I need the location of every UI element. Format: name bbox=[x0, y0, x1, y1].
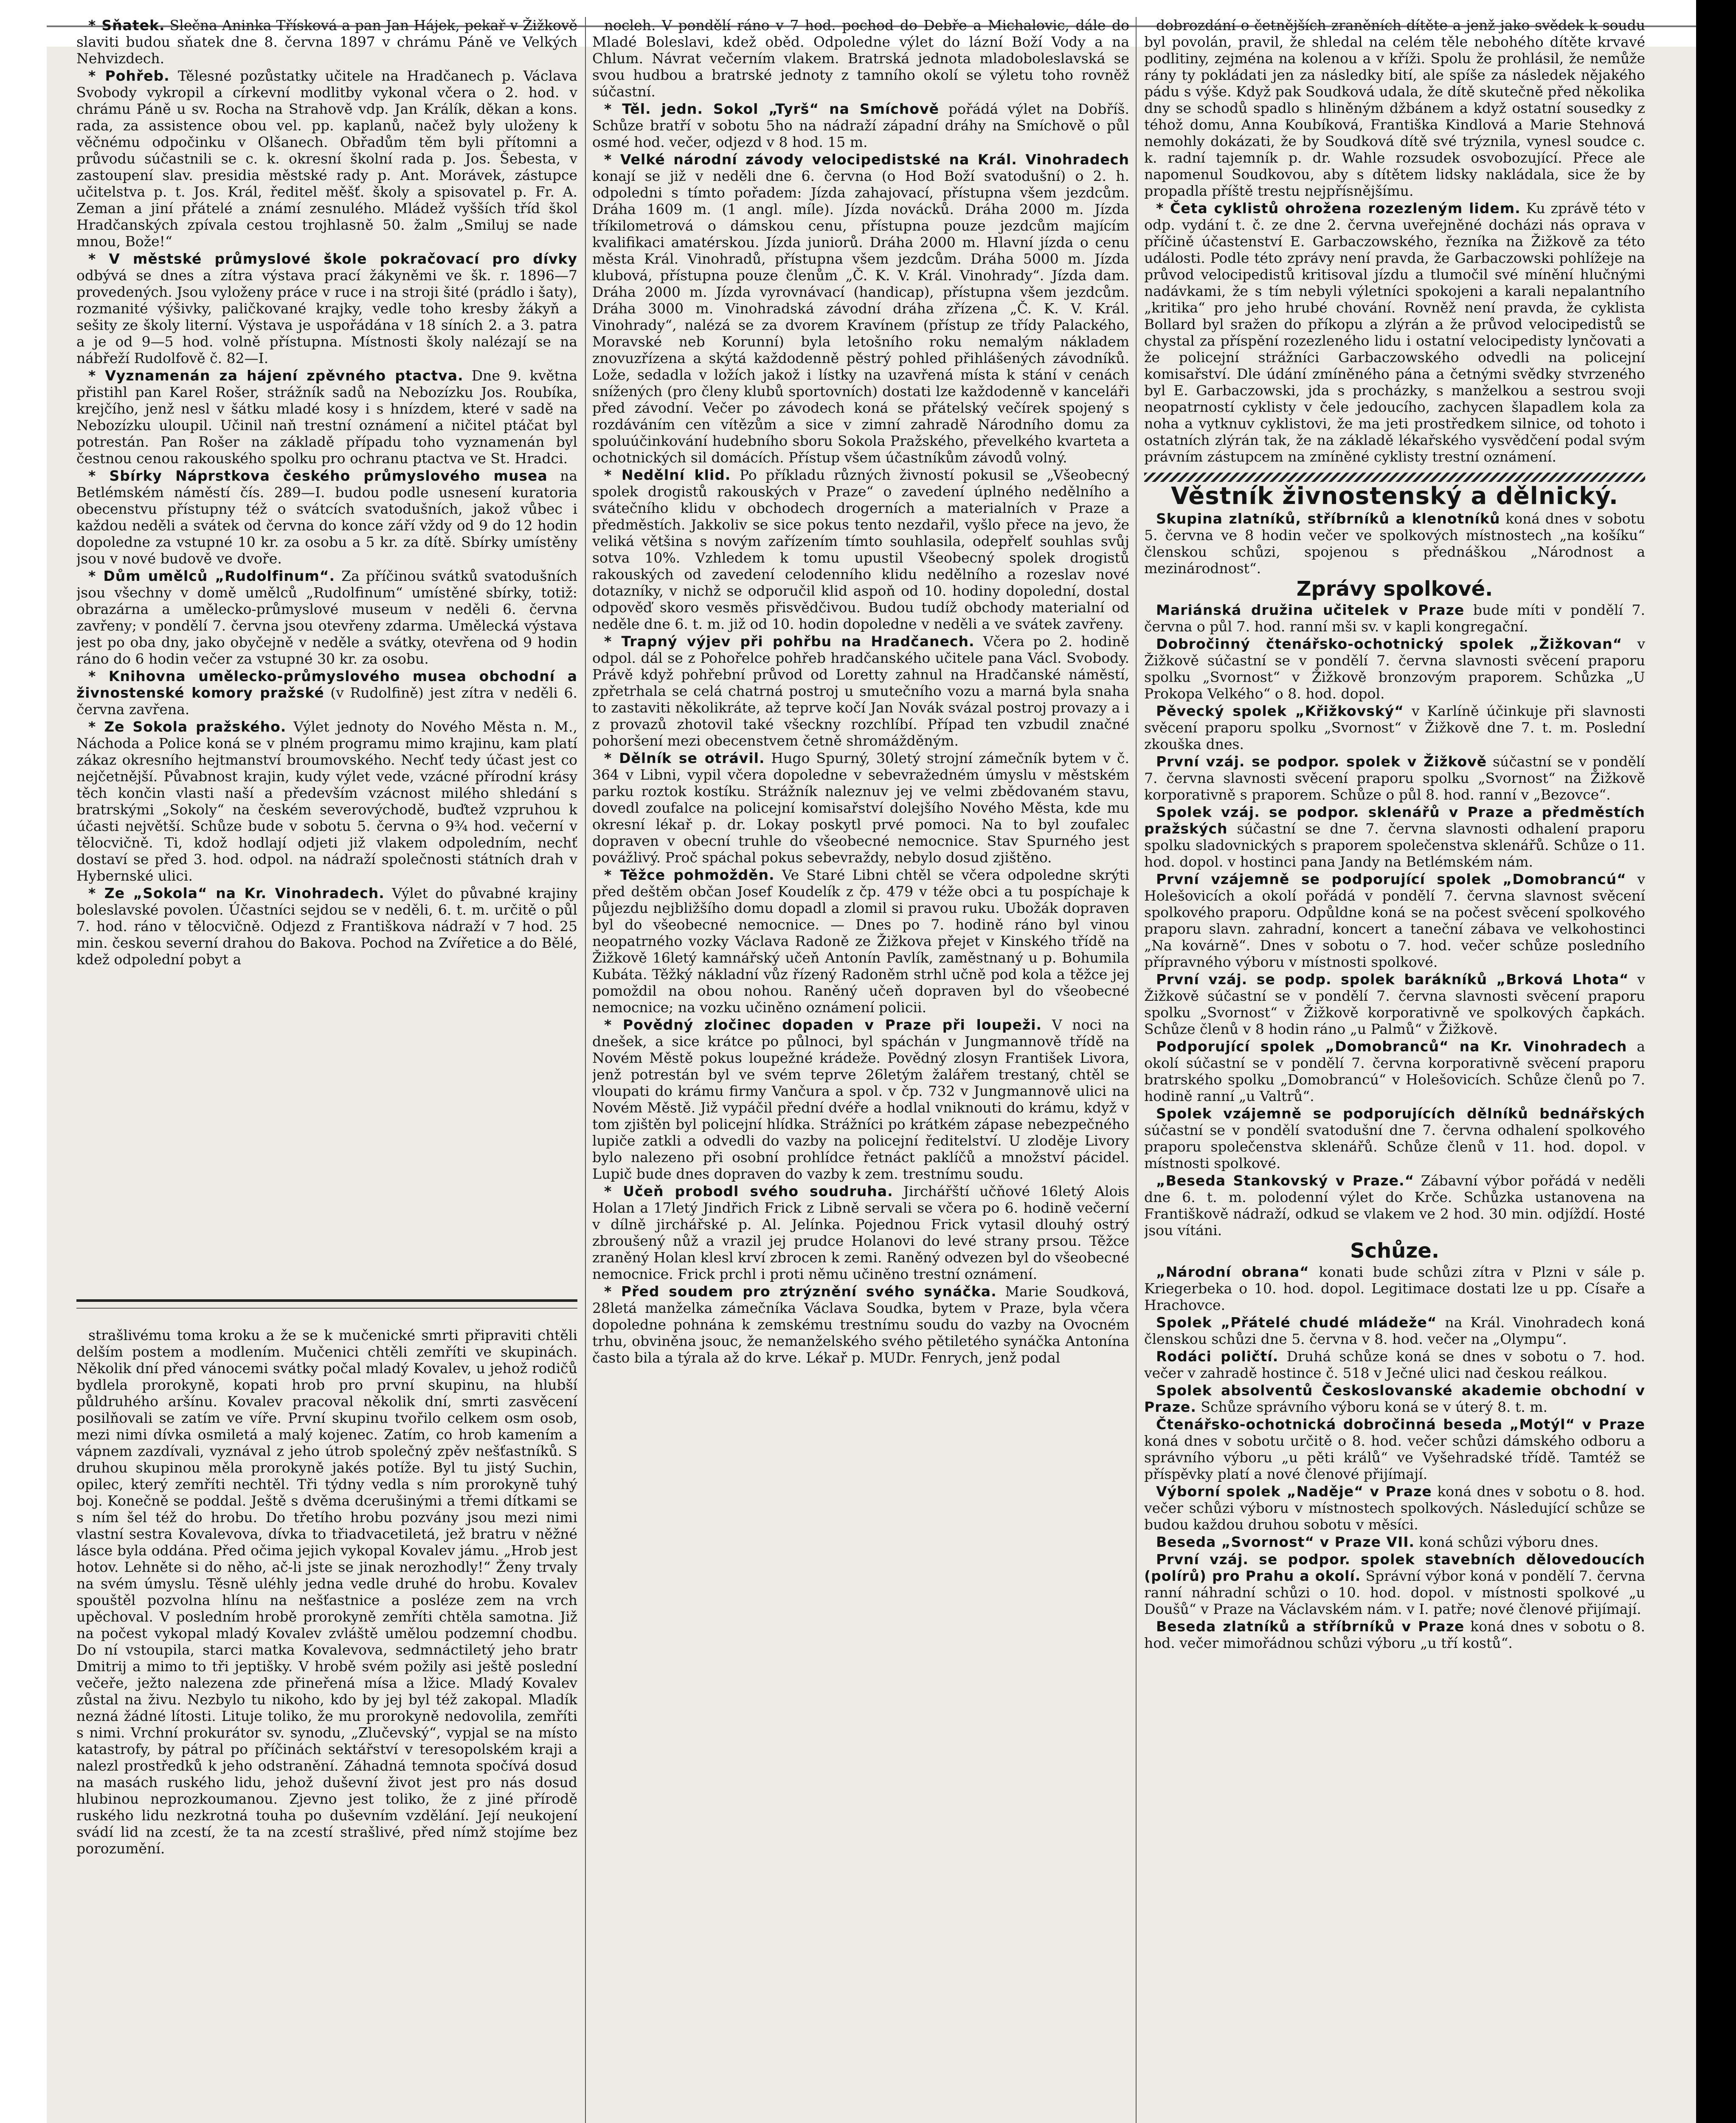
news-item-headline: „Beseda Stankovský v Praze.“ bbox=[1156, 1172, 1415, 1189]
news-item-headline: Beseda „Svornost“ v Praze VII. bbox=[1156, 1534, 1415, 1550]
news-item-body: Schůze správního výboru koná se v úterý 8. t. m. bbox=[1201, 1399, 1548, 1415]
section-ornament bbox=[1144, 473, 1645, 482]
news-item bbox=[1144, 703, 1645, 752]
news-item bbox=[76, 367, 577, 467]
news-item-body: súčastní se v pondělí svatodušní dne 7. června odhalení spolkového praporu společenstva sklenářů. Schůze členů v 11. hod. dopol. v místnosti spolkové. bbox=[1144, 1122, 1645, 1171]
news-item-body: V noci na dnešek, a sice krátce po půlnoci, byl spáchán v Jungmannově třídě na Novém Městě pokus loupežné krádeže. Povědný zlosyn František Livora, jenž potrestán byl ve svém teprve 26letým žalářem trestaný, chtěl se vloupati do krámu firmy Vančura a spol. v čp. 732 v Jungmannově ulici na Novém Městě. Již vypáčil přední dvéře a hodlal vniknouti do krámu, když v tom zjištěn byl policejní hlídka. Strážníci po krátkém zápase nebezpečného lupiče zatkli a odvedli do vazby na policejní ředitelství. U zloděje Livory bylo nalezeno při osobní prohlídce řetnáct paklíčů a množství pácidel. Lupič bude dnes dopraven do vazby k zem. trestnímu soudu. bbox=[592, 1016, 1129, 1182]
news-item-body: na Betlémském náměstí čís. 289—I. budou podle usnesení kuratoria obecenstvu přístupny též o svátcích svatodušních, jakož vůbec i každou neděli a svátek od června do konce září vždy od 9 do 12 hodin dopoledne za vstupné 10 kr. za osobu a 5 kr. za dítě. Sbírky umístěny jsou v nové budově ve dvoře. bbox=[76, 467, 577, 567]
news-item-headline: * Těl. jedn. Sokol „Tyrš“ na Smíchově bbox=[604, 101, 939, 117]
news-item bbox=[592, 750, 1129, 866]
news-item-headline: Podporující spolek „Domobranců“ na Kr. Vinohradech bbox=[1156, 1038, 1627, 1055]
news-item-body: Výlet jednoty do Nového Města n. M., Náchoda a Police koná se v plném programu mimo krajinu, kam platí zákaz okresního hejtmanství broumovského. Nechť tedy účast jest co nejčetnější. Půvabnost krajin, kudy výlet vede, vzácné přírodní krásy těch končin vlasti naší a především vzácnost milého shledání s bratrskými „Sokoly“ na českém severovýchodě, buďtež vzpruhou k účasti největší. Schůze bude v sobotu 5. června o 9¾ hod. večerní v tělocvičně. Ti, kdož hodlají odjeti již vlakem odpoledním, nechť dostaví se před 3. hod. odpol. na nádraží společnosti státních drah v Hybernské ulici. bbox=[76, 718, 577, 884]
news-item-body: Po příkladu různých živností pokusil se „Všeobecný spolek drogistů rakouských v Praze“ o zavedení úplného nedělního a svátečního klidu v obchodech drogerních a materialních v Praze a předměstích. Jakkoliv se sice pokus tento nezdařil, vyšlo přece na jevo, že veliká většina s novým zařízením tímto souhlasila, odepřelť souhlas svůj sotva 10%. Vzhledem k tomu upustil Všeobecný spolek drogistů rakouských od zavedení celodenního klidu nedělního a rozeslav nové dotazníky, v nichž se odporučil klid aspoň od 10. hodiny dopolední, dostal odpověď skoro vesměs přisvědčivou. Budou tudíž obchody materialní od neděle dne 6. t. m. již od 10. hodin dopoledne v neděli a ve svátek zavřeny. bbox=[592, 467, 1129, 632]
news-item bbox=[1144, 1172, 1645, 1239]
news-item bbox=[1144, 1618, 1645, 1651]
news-item-headline: Dobročinný čtenářsko-ochotnický spolek „Žižkovan“ bbox=[1156, 636, 1623, 652]
news-item-body: v Žižkově súčastní se v pondělí 7. června slavnosti svěcení praporu spolku „Svornost“ v Žižkově korporativně ve spolkových čapkách. Schůze členů v 8 hodin ráno „u Palmů“ v Žižkově. bbox=[1144, 971, 1645, 1037]
news-item-body: Za příčinou svátků svatodušních jsou všechny v domě umělců „Rudolfinum“ umístěné sbírky, totiž: obrazárna a umělecko-průmyslové museum v neděli 6. června zavřeny; v pondělí 7. června jsou otevřeny zdarma. Umělecká výstava jest po oba dny, jako obyčejně v neděle a svátky, otevřena od 9 hodin ráno do 6 hodin večer za vstupné 30 kr. za osobu. bbox=[76, 568, 577, 667]
news-item-headline: První vzáj. se podpor. spolek stavebních dělovedoucích (polírů) pro Prahu a okolí. bbox=[1144, 1551, 1645, 1584]
news-item bbox=[592, 467, 1129, 632]
news-item-headline: * Sbírky Náprstkova českého průmyslového musea bbox=[88, 467, 548, 484]
news-item-body: odbývá se dnes a zítra výstava prací žákyněmi ve šk. r. 1896—7 provedených. Jsou vyloženy práce v ruce i na stroji šité (prádlo i šaty), rozmanité výšivky, paličkované krajky, vedle toho kresby žákyň a sešity ze školy literní. Výstava je uspořádána v 18 síních 2. a 3. patra a je od 9—5 hod. volně přístupna. Místnosti školy nalézají se na nábřeží Rudolfově č. 82—I. bbox=[76, 267, 577, 366]
news-item-headline: * Trapný výjev při pohřbu na Hradčanech. bbox=[604, 633, 975, 650]
news-item-body: strašlivému toma kroku a že se k mučenické smrti připraviti chtěli delším postem a modlením. Mučenici chtěli zemříti ve skupinách. Několik dní před vánocemi svátky počal mladý Kovalev, u jehož rodičů bydlela prorokyně, kopati hrob pro první skupinu, na hlubší půldruhého aršínu. Kovalev pracoval několik dní, smrti zasvěcení posilňovali se zatím ve víře. První skupinu tvořilo celkem osm osob, mezi nimi dívka osmiletá a malý kojenec. Zatím, co hrob kamením a vápnem zazdívali, vyznával z jeho útrob společný zpěv nešťastníků. S druhou skupinou měla prorokyně jakés potíže. Byl tu jistý Suchin, opilec, který zemříti nechtěl. Tři týdny vedla s ním prorokyně tuhý boj. Konečně se poddal. Ještě s dvěma dcerušinými a třemi dítkami se s ním šel též do hrobu. Do třetího hrobu pozvány jsou mezi nimi vlastní sestra Kovalevova, dívka to třiadvacetiletá, jež bratru v něžné lásce byla oddána. Před očima jejich vykopal Kovalev jámu. „Hrob jest hotov. Lehněte si do něho, ač-li jste se jinak nerozhodly!“ Ženy trvaly na svém úmyslu. Těsně uléhly jedna vedle druhé do hrobu. Kovalev spouštěl pozvolna hlínu na nešťastnice a posléze zem na vrch upěchoval. V posledním hrobě prorokyně zemříti chtěla samotna. Již na počest vykopal mladý Kovalev zvláště umělou podzemní chodbu. Do ní vstoupila, starci matka Kovalevova, sedmnáctiletý jeho bratr Dmitrij a mimo to tři jeptišky. V hrobě svém požily asi ještě poslední večeře, ježto nalezena zde přineřená mísa a lžice. Mladý Kovalev zůstal na živu. Nezbylo tu nikoho, kdo by jej byl též zakopal. Mladík nezná žádné lítosti. Lituje toliko, že mu prorokyně nedovolila, zemříti s nimi. Vrchní prokurátor sv. synodu, „Zlučevský“, vypjal se na místo katastrofy, by pátral po příčinách sektářství v teresopolském kraji a nalezl prostředků k jeho odstranění. Záhadná temnota spočívá dosud na masách ruského lidu, jehož duševní život jest pro nás dosud hlubinou neprozkoumanou. Zjevno jest toliko, že z jiné přírodě ruského lidu nezkrotná touha po duševním vzdělání. Její neukojení svádí lid na zcestí, že ta na zcestí strašlivé, před nímž stojíme bez porozumění. bbox=[76, 1327, 577, 1857]
news-item bbox=[76, 568, 577, 667]
news-item-headline: Spolek „Přátelé chudé mládeže“ bbox=[1156, 1314, 1437, 1331]
news-item-body: koná schůzi výboru dnes. bbox=[1419, 1534, 1599, 1550]
news-item bbox=[592, 17, 1129, 100]
news-item bbox=[1144, 1382, 1645, 1415]
news-item bbox=[592, 151, 1129, 466]
news-item bbox=[1144, 1264, 1645, 1313]
news-item bbox=[1144, 804, 1645, 870]
news-item-body: Správní výbor koná v pondělí 7. června ranní náhradní schůzi o 10. hod. dopol. v místnosti spolkové „u Doušů“ v Praze na Václavském nám. v I. patře; nové členové přijímají. bbox=[1144, 1568, 1645, 1617]
news-item bbox=[1144, 17, 1645, 199]
news-item-body: konati bude schůzi zítra v Plzni v sále p. Kriegerbeka o 10. hod. dopol. Legitimace dostati lze u pp. Císaře a Hrachovce. bbox=[1144, 1264, 1645, 1313]
news-item bbox=[76, 68, 577, 250]
news-item bbox=[1144, 1534, 1645, 1550]
news-item-body: nocleh. V pondělí ráno v 7 hod. pochod do Debře a Michalovic, dále do Mladé Boleslavi, kdež oběd. Odpoledne výlet do lázní Boží Vody a na Chlum. Návrat večerním vlakem. Bratrská jednota mladoboleslavská se svou hudbou a bratrské jednoty z tamního okolí se výletu toho rovněž súčastní. bbox=[592, 17, 1129, 100]
column-3 bbox=[1144, 17, 1645, 2123]
news-item-body: dobrozdání o četnějších zraněních dítěte a jenž jako svědek k soudu byl povolán, pravil, že shledal na celém těle nebohého dítěte krvavé podlitiny, zejména na kolenou a v kříži. Spolu že prohlásil, že nemůže rány ty pokládati jen za následky bití, ale spíše za následek nějakého pádu s výše. Když pak Soudková udala, že dítě skutečně před několika dny se schodů spadlo s hliněným džbánem a když ostatní sousedky z téhož domu, Anna Koubíková, Františka Kindlová a Marie Stehnová nemohly dokázati, že by Soudková dítě své trýznila, vynesl soudce c. k. radní tajemník p. dr. Wahle rozsudek osvobozující. Přece ale napomenul Soudkovou, aby s dítětem lidsky nakládala, sice že by propadla příště trestu nejpřísnějšímu. bbox=[1144, 17, 1645, 199]
news-item bbox=[76, 467, 577, 567]
news-item-body: Včera po 2. hodině odpol. dál se z Pohořelce pohřeb hradčanského učitele pana Václ. Svobody. Právě když pohřební průvod od Loretty zahnul na Hradčanské náměstí, zpřetrhala se celá chatrná postroj u smutečního vozu a marná byla snaha to zastaviti několikráte, až teprve kočí Jan Novák svázal postroj provazy a i z provazů zhotovil také všeckny rozchlíbí. Případ ten vzbudil značné pohoršení mezi obecenstvem četně shromážděným. bbox=[592, 633, 1129, 749]
news-item-body: súčastní se dne 7. června slavnosti odhalení praporu spolku sladovnických s praporem společenstva sklenářů. Schůze o 11. hod. dopol. v hostinci pana Jandy na Betlémském nám. bbox=[1144, 820, 1645, 870]
news-item-headline: * Učeň probodl svého soudruha. bbox=[604, 1183, 893, 1199]
news-item-body: Ku zprávě této v odp. vydání t. č. ze dne 2. června uveřejněné docházi nás oprava v příčině účastenství E. Garbaczowského, řezníka na Žižkově za této události. Podle této zprávy není pravda, že Garbaczowski pohlížeje na průvod velocipedistů kritisoval jízdu a tlumočil své mínění hlučnými nadávkami, že s tím nebyli výletníci spokojeni a karali nepalantního „kritika“ pro jeho hrubé chování. Rovněž není pravda, že cyklista Bollard byl sražen do příkopu a zlýrán a že průvod velocipedistů se chystal za příspění rozezleného lidu i ostatní velocipedisty lynčovati a že policejní strážníci Garbaczowského odvedli na policejní komisařství. Dle údání zmíněného pána a četnými svědky stvrzeného byl E. Garbaczowski, jda s procházky, s manželkou a sestrou svoji neopatrností cyklisty v čele jedoucího, zachycen šlapadlem kola za noha a vytknuv cyklistovi, že ma jeti prostředkem silnice, od tohoto i ostatních zlýrán tak, že na základě lékařského vysvědčení podal svým právním zástupcem na zmíněné cyklisty trestní oznámení. bbox=[1144, 200, 1645, 465]
news-item-body: Hugo Spurný, 30letý strojní zámečník bytem v č. 364 v Libni, vypil včera dopoledne v sebevražedném úmyslu v městském parku roztok kostíku. Strážník naleznuv jej ve velmi zbědovaném stavu, dovedl zoufalce na policejní komisařství dolejšího Nového Města, kde mu okresní lékař p. dr. Lokay poskytl prvé pomoci. Na to byl zoufalec dopraven v obecní truhle do všeobecné nemocnice. Stav Spurného jest povážlivý. Proč spáchal pokus sebevraždy, nebylo dosud zjištěno. bbox=[592, 750, 1129, 866]
news-item bbox=[1144, 1314, 1645, 1347]
column-rule-1 bbox=[585, 17, 586, 2123]
news-item bbox=[76, 17, 577, 67]
news-item-headline: * Ze Sokola pražského. bbox=[88, 718, 287, 735]
news-item bbox=[1144, 1348, 1645, 1381]
news-item-body: Druhá schůze koná se dnes v sobotu o 7. hod. večer v zahradě hostince č. 518 v Ječné ulici nad českou reálkou. bbox=[1144, 1348, 1645, 1381]
section-title: Věstník živnostenský a dělnický. bbox=[1171, 482, 1618, 510]
news-item bbox=[76, 718, 577, 884]
news-item-body: Výlet do půvabné krajiny boleslavské povolen. Účastníci sejdou se v neděli, 6. t. m. určitě o půl 7. hod. ráno v tělocvičně. Odjezd z Františkova nádraží v 7 hod. 25 min. českou severní drahou do Bakova. Pochod na Zvířetice a do Bělé, kdež odpolední pobyt a bbox=[76, 885, 577, 968]
news-item-headline: * Povědný zločinec dopaden v Praze při loupeži. bbox=[604, 1016, 1042, 1033]
news-item-headline: * Dělník se otrávil. bbox=[604, 750, 765, 766]
news-item-headline: * Těžce pohmožděn. bbox=[604, 867, 775, 883]
news-item-headline: Rodáci poličtí. bbox=[1156, 1348, 1279, 1365]
news-item-headline: Spolek vzájemně se podporujících dělníků bednářských bbox=[1156, 1105, 1645, 1122]
news-item bbox=[592, 1283, 1129, 1366]
section-subtitle: Schůze. bbox=[1350, 1239, 1440, 1263]
news-item-headline: * Četa cyklistů ohrožena rozezleným lidem. bbox=[1156, 200, 1521, 217]
news-item bbox=[1144, 971, 1645, 1037]
news-item bbox=[1144, 200, 1645, 465]
news-item bbox=[76, 668, 577, 718]
news-item-body: v Holešovicích a okolí pořádá v pondělí 7. června slavnost svěcení spolkového praporu. Odpůldne koná se na počest svěcení spolkového praporu slavn. zahradní, koncert a taneční zábava ve velkohostinci „Na kovárně“. Dnes v sobotu o 7. hod. večer schůze posledního přípravného výboru v místnosti spolkové. bbox=[1144, 871, 1645, 970]
news-item-body: koná dnes v sobotu určitě o 8. hod. večer schůzi dámského odboru a správního výboru „u pěti králů“ ve Vyšehradské třídě. Tamtéž se příspěvky platí a nové členové přijímají. bbox=[1144, 1433, 1645, 1482]
news-item-body: Ve Staré Libni chtěl se včera odpoledne skrýti před deštěm občan Josef Koudelík z čp. 479 v téže obci a tu pospíchaje k půjezdu nejbližšího domu dopadl a zlomil si pravou ruku. Ubožák dopraven byl do všeobecné nemocnice. — Dnes po 7. hodině ráno byl vinou neopatrného vozky Václava Radoně ze Žižkova přejet v Kinského třídě na Žižkově 16letý kamnářský učeň Antonín Pavlík, zaměstnaný u p. Bohumila Kubáta. Těžký nákladní vůz řízený Radoněm strhl učně pod kola a těžce jej pomoždil na obou nohou. Raněný učeň dopraven byl do všeobecné nemocnice; na vozku učiněno oznámení policii. bbox=[592, 867, 1129, 1016]
news-item-body: v Karlíně účinkuje při slavnosti svěcení praporu spolku „Svornost“ v Žižkově dne 7. t. m. Poslední zkouška dnes. bbox=[1144, 703, 1645, 752]
news-item-body: koná dnes v sobotu o 8. hod. večer schůzi výboru v místnostech spolkových. Následující schůze se budou každou druhou sobotu v měsíci. bbox=[1144, 1483, 1645, 1533]
news-item-headline: * V městské průmyslové škole pokračovací pro dívky bbox=[88, 251, 577, 267]
news-item bbox=[1144, 510, 1645, 577]
news-item-headline: První vzáj. se podpor. spolek v Žižkově bbox=[1156, 753, 1487, 770]
news-item-headline: Spolek vzáj. se podpor. sklenářů v Praze a předměstích pražských bbox=[1144, 804, 1645, 837]
news-item-headline: Pěvecký spolek „Křižkovský“ bbox=[1156, 703, 1404, 719]
news-item-headline: * Velké národní závody velocipedistské na Král. Vinohradech bbox=[604, 151, 1129, 168]
news-item-headline: * Knihovna umělecko-průmyslového musea obchodní a živnostenské komory pražské bbox=[76, 668, 577, 701]
news-item bbox=[1144, 753, 1645, 803]
news-item-body: v Žižkově súčastní se v pondělí 7. června slavnosti svěcení praporu spolku „Svornost“ v Žižkově bronzovým praporem. Schůzka „U Prokopa Velkého“ o 8. hod. dopol. bbox=[1144, 636, 1645, 702]
news-item bbox=[1144, 602, 1645, 635]
news-item bbox=[1144, 636, 1645, 702]
section-subtitle: Zprávy spolkové. bbox=[1296, 577, 1493, 601]
news-item-headline: První vzáj. se podp. spolek barákníků „Brková Lhota“ bbox=[1156, 971, 1629, 988]
scan-frame-edge bbox=[1696, 0, 1736, 2123]
news-item-headline: * Dům umělců „Rudolfinum“. bbox=[88, 568, 335, 584]
news-item bbox=[76, 885, 577, 968]
news-item-headline: Výborní spolek „Naděje“ v Praze bbox=[1156, 1483, 1432, 1500]
news-item bbox=[1144, 1551, 1645, 1617]
news-item-headline: Beseda zlatníků a stříbrníků v Praze bbox=[1156, 1618, 1465, 1635]
news-item-body: bude míti v pondělí 7. června o půl 7. hod. ranní mši sv. v kapli kongregační. bbox=[1144, 602, 1645, 635]
news-item bbox=[1144, 1483, 1645, 1533]
column-1 bbox=[76, 17, 577, 1291]
news-item-body: Dne 9. května přistihl pan Karel Rošer, strážník sadů na Nebozízku Jos. Roubíka, krejčího, jenž nesl v šátku mladé kosy i s hnízdem, které v sadě na Nebozízku uloupil. Učinil naň trestní oznámení a ničitel ptáčat byl potrestán. Pan Rošer na základě případu toho vyznamenán byl čestnou cenou rakouského spolku pro ochranu ptactva ve St. Hradci. bbox=[76, 367, 577, 467]
column-1-divider-thin bbox=[76, 1308, 577, 1309]
news-item bbox=[1144, 1038, 1645, 1104]
news-item-body: konají se již v neděli dne 6. června (o Hod Boží svatodušní) o 2. h. odpoledni s tímto pořadem: Jízda zahajovací, přístupna všem jezdcům. Dráha 1609 m. (1 angl. míle). Jízda novácků. Dráha 2000 m. Jízda tříkilometrová o dámskou cenu, přístupna pouze jezdcům majícím kvalifikaci amatérskou. Jízda juniorů. Dráha 2000 m. Hlavní jízda o cenu města Král. Vinohradů, přístupna všem jezdcům. Dráha 5000 m. Jízda klubová, přístupna pouze členům „Č. K. V. Král. Vinohrady“. Jízda dam. Dráha 2000 m. Jízda vyrovnávací (handicap), přístupna všem jezdcům. Dráha 3000 m. Vinohradská závodní dráha zřízena „Č. K. V. Král. Vinohrady“, nalézá se za dvorem Kravínem (přístup ze třídy Palackého, Moravské neb Korunní) byla letošního roku nemalým nákladem znovuzřízena a skýtá každodenně pěstrý pohled přihlášených závodníků. Lože, sedadla v ložích jakož i lístky na uzavřená místa k stání v cenách snížených (pro členy klubů sportovních) dostati lze každodenně v kanceláři před závodní. Večer po závodech koná se přátelský večírek spojený s rozdáváním cen vítězům a sice v zimní zahradě Národního domu za spoluúčinkování hudebního sboru Sokola Pražského, převelkého kvarteta a ochotnických sil domácích. Přístup všem účastníkům závodů volný. bbox=[592, 168, 1129, 466]
news-item-headline: Skupina zlatníků, stříbrníků a klenotníků bbox=[1156, 510, 1500, 527]
news-item-headline: „Národní obrana“ bbox=[1156, 1264, 1309, 1280]
news-item-body: a okolí súčastní se v pondělí 7. června korporativně svěcení praporu bratrského spolku „Domobrancú“ v Holešovicích. Schůze členů po 7. hodině ranní „u Valtrů“. bbox=[1144, 1038, 1645, 1104]
news-item bbox=[592, 1183, 1129, 1282]
column-rule-2 bbox=[1136, 17, 1137, 2123]
news-item-body: Marie Soudková, 28letá manželka zámečníka Václava Soudka, bytem v Praze, byla včera dopoledne pohnána k zemskému trestnímu soudu do vazby na Ovocném trhu, obviněna jsouc, že nemanželského svého pětiletého synáčka Antonína často bila a týrala až do krve. Lékař p. MUDr. Fenrych, jenž podal bbox=[592, 1283, 1129, 1366]
news-item-body: Slečna Aninka Třísková a pan Jan Hájek, pekař v Žižkově slaviti budou sňatek dne 8. června 1897 v chrámu Páně ve Velkých Nehvizdech. bbox=[76, 17, 577, 67]
news-item bbox=[76, 251, 577, 366]
news-item-body: na Král. Vinohradech koná členskou schůzi dne 5. června v 8. hod. večer na „Olympu“. bbox=[1144, 1314, 1645, 1347]
news-item-headline: * Sňatek. bbox=[88, 17, 165, 34]
news-item-body: pořádá výlet na Dobříš. Schůze bratří v sobotu 5ho na nádraží západní dráhy na Smíchově o půl osmé hod. večer, odjezd v 8 hod. 15 m. bbox=[592, 101, 1129, 150]
news-item bbox=[1144, 1416, 1645, 1482]
column-2 bbox=[592, 17, 1129, 2123]
news-item-headline: * Ze „Sokola“ na Kr. Vinohradech. bbox=[88, 885, 385, 901]
news-item bbox=[1144, 1105, 1645, 1171]
news-item bbox=[592, 867, 1129, 1016]
column-1-divider bbox=[76, 1299, 577, 1302]
news-item-body: (v Rudolfině) jest zítra v neděli 6. června zavřena. bbox=[76, 684, 577, 718]
news-item bbox=[592, 1016, 1129, 1182]
news-item-headline: Mariánská družina učitelek v Praze bbox=[1156, 602, 1465, 618]
news-item-body: koná dnes v sobotu o 8. hod. večer mimořádnou schůzi výboru „u tří kostů“. bbox=[1144, 1618, 1645, 1651]
column-1-lower bbox=[76, 1327, 577, 2123]
news-item-headline: * Pohřeb. bbox=[88, 68, 170, 84]
news-item-headline: * Vyznamenán za hájení zpěvného ptactva. bbox=[88, 367, 464, 384]
news-item-headline: * Nedělní klid. bbox=[604, 467, 731, 483]
news-item-body: Jirchářští učňové 16letý Alois Holan a 17letý Jindřich Frick z Libně servali se včera po 6. hodině večerní v dílně jirchářské p. Al. Jelínka. Pojednou Frick vytasil dlouhý ostrý zbroušený nůž a vrazil jej prudce Holanovi do levé strany prsou. Těžce zraněný Holan klesl krví zbrocen k zemi. Raněný odvezen byl do všeobecné nemocnice. Frick prchl i proti němu učiněno trestní oznámení. bbox=[592, 1183, 1129, 1282]
news-item-headline: * Před soudem pro ztrýznění svého synáčka. bbox=[604, 1283, 997, 1300]
news-item-body: koná dnes v sobotu 5. června ve 8 hodin večer ve spolkových místnostech „na košíku“ členskou schůzi, spojenou s přednáškou „Národnost a mezinárodnost“. bbox=[1144, 510, 1645, 577]
news-item-body: súčastní se v pondělí 7. června slavnosti svěcení praporu spolku „Svornost“ na Žižkově korporativně s praporem. Schůze o půl 8. hod. ranní v „Bezovce“. bbox=[1144, 753, 1645, 803]
news-item-headline: Spolek absolventů Českoslovanské akademie obchodní v Praze. bbox=[1144, 1382, 1645, 1415]
news-item-body: Zábavní výbor pořádá v neděli dne 6. t. m. polodenní výlet do Krče. Schůzka ustanovena na Františkově nádraží, odkud se vlakem ve 2 hod. 30 min. odjíždí. Hosté jsou vítáni. bbox=[1144, 1172, 1645, 1239]
news-item-headline: Čtenářsko-ochotnická dobročinná beseda „Motýl“ v Praze bbox=[1156, 1416, 1645, 1433]
news-item bbox=[592, 633, 1129, 749]
news-item bbox=[76, 1327, 577, 1857]
news-item bbox=[592, 101, 1129, 150]
news-item bbox=[1144, 871, 1645, 970]
news-item-headline: První vzájemně se podporující spolek „Domobrancú“ bbox=[1156, 871, 1626, 887]
news-item-body: Tělesné pozůstatky učitele na Hradčanech p. Václava Svobody vykropil a církevní modlitby vykonal včera o 2. hod. v chrámu Páně u sv. Rocha na Strahově vdp. Jan Králík, děkan a kons. rada, za assistence obou vel. pp. kaplanů, načež byly uloženy k věčnému odpočinku v Olšanech. Obřadům těm byli přítomni a průvodu súčastnili se c. k. okresní školní rada p. Jos. Šebesta, v zastoupení slav. presidia městské rady p. Ant. Morávek, zástupce učitelstva p. t. Jos. Král, ředitel měšť. školy a spisovatel p. Fr. A. Zeman a jiní přátelé a známí zesnulého. Mládež vyšších tříd škol Hradčanských zpívala cestou trojhlasně 50. žalm „Smiluj se nade mnou, Bože!“ bbox=[76, 68, 577, 250]
